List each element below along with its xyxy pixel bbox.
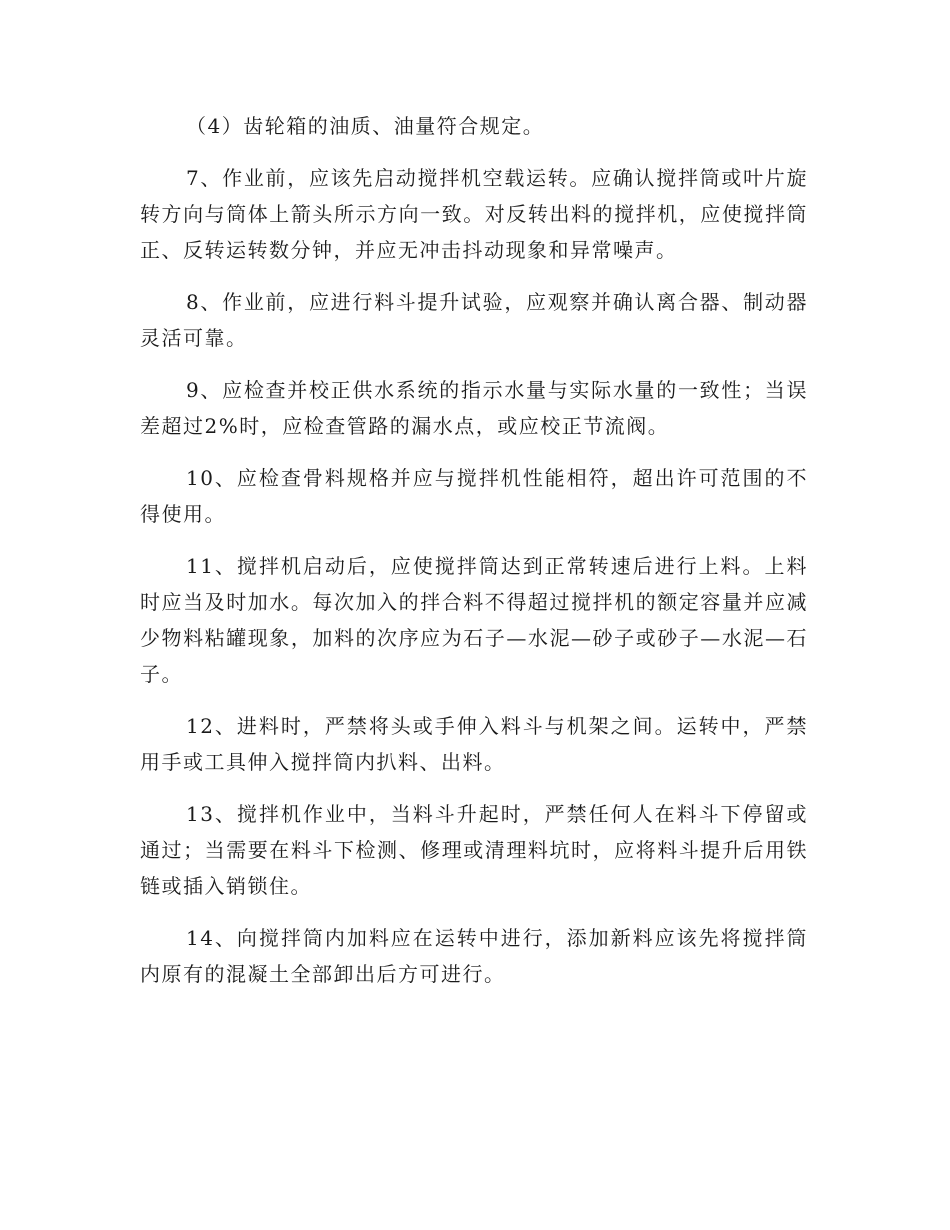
paragraph-item-9: 9、应检查并校正供水系统的指示水量与实际水量的一致性；当误差超过2%时，应检查管路的漏水点，或应校正节流阀。 [140,378,808,438]
paragraph-item-10: 10、应检查骨料规格并应与搅拌机性能相符，超出许可范围的不得使用。 [140,466,808,526]
paragraph-item-4: （4）齿轮箱的油质、油量符合规定。 [186,114,545,138]
paragraph-item-7: 7、作业前，应该先启动搅拌机空载运转。应确认搅拌筒或叶片旋转方向与筒体上箭头所示方向一致。对反转出料的搅拌机，应使搅拌筒正、反转运转数分钟，并应无冲击抖动现象和异常噪声。 [140,166,808,262]
document-body [140,108,808,1008]
paragraph-item-13: 13、搅拌机作业中，当料斗升起时，严禁任何人在料斗下停留或通过；当需要在料斗下检测、修理或清理料坑时，应将料斗提升后用铁链或插入销锁住。 [140,802,808,898]
paragraph-item-11: 11、搅拌机启动后，应使搅拌筒达到正常转速后进行上料。上料时应当及时加水。每次加入的拌合料不得超过搅拌机的额定容量并应减少物料粘罐现象，加料的次序应为石子—水泥—砂子或砂子—水泥—石子。 [140,554,808,686]
paragraph-item-12: 12、进料时，严禁将头或手伸入料斗与机架之间。运转中，严禁用手或工具伸入搅拌筒内扒料、出料。 [140,714,808,774]
paragraph-item-14: 14、向搅拌筒内加料应在运转中进行，添加新料应该先将搅拌筒内原有的混凝土全部卸出后方可进行。 [140,926,808,986]
paragraph-item-8: 8、作业前，应进行料斗提升试验，应观察并确认离合器、制动器灵活可靠。 [140,290,808,350]
